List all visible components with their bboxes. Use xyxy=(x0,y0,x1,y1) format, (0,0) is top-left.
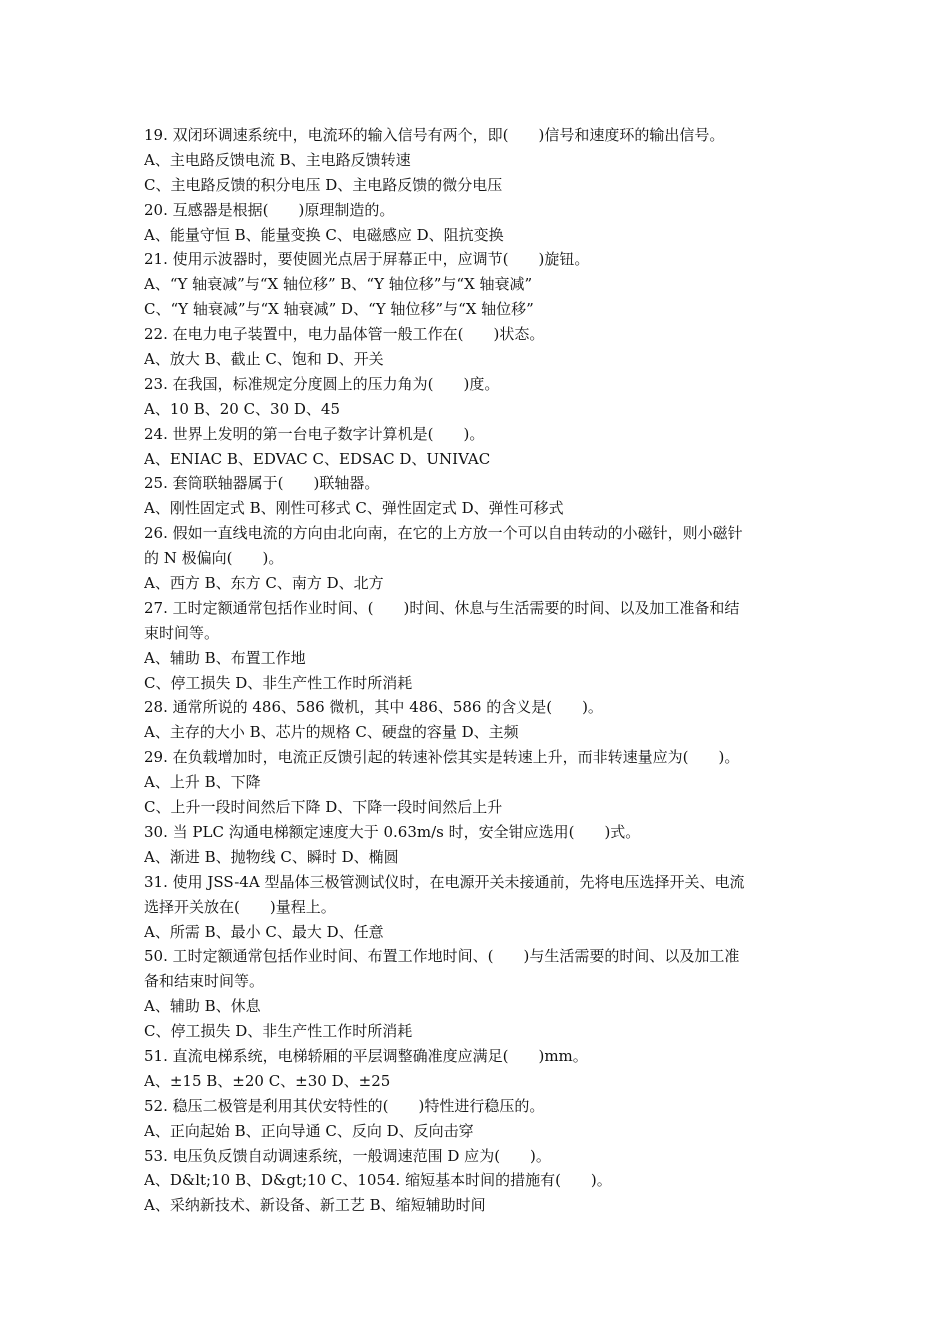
text-line: 31. 使用 JSS-4A 型晶体三极管测试仪时，在电源开关未接通前，先将电压选择开关、电流 xyxy=(144,872,745,891)
question-text-block xyxy=(144,123,810,1218)
text-line: A、辅助 B、休息 xyxy=(144,997,261,1016)
text-line: C、主电路反馈的积分电压 D、主电路反馈的微分电压 xyxy=(144,175,503,194)
text-line: A、刚性固定式 B、刚性可移式 C、弹性固定式 D、弹性可移式 xyxy=(144,499,564,518)
text-line: 28. 通常所说的 486、586 微机，其中 486、586 的含义是( )。 xyxy=(144,698,603,717)
text-line: C、停工损失 D、非生产性工作时所消耗 xyxy=(144,1022,413,1041)
text-line: 备和结束时间等。 xyxy=(144,972,265,991)
text-line: 23. 在我国，标准规定分度圆上的压力角为( )度。 xyxy=(144,374,500,393)
text-line: 27. 工时定额通常包括作业时间、( )时间、休息与生活需要的时间、以及加工准备和结 xyxy=(144,598,740,617)
text-line: A、渐进 B、抛物线 C、瞬时 D、椭圆 xyxy=(144,847,399,866)
text-line: 24. 世界上发明的第一台电子数字计算机是( )。 xyxy=(144,424,485,443)
text-line: 30. 当 PLC 沟通电梯额定速度大于 0.63m/s 时，安全钳应选用( )式。 xyxy=(144,822,641,841)
text-line: A、所需 B、最小 C、最大 D、任意 xyxy=(144,922,384,941)
text-line: A、辅助 B、布置工作地 xyxy=(144,648,306,667)
text-line: A、D&lt;10 B、D&gt;10 C、1054. 缩短基本时间的措施有( )。 xyxy=(144,1171,612,1190)
text-line: 53. 电压负反馈自动调速系统，一般调速范围 D 应为( )。 xyxy=(144,1146,551,1165)
text-line: 26. 假如一直线电流的方向由北向南，在它的上方放一个可以自由转动的小磁针，则小磁针 xyxy=(144,524,743,543)
text-line: A、ENIAC B、EDVAC C、EDSAC D、UNIVAC xyxy=(144,449,491,468)
text-line: A、正向起始 B、正向导通 C、反向 D、反向击穿 xyxy=(144,1121,474,1140)
text-line: 29. 在负载增加时，电流正反馈引起的转速补偿其实是转速上升，而非转速量应为( )。 xyxy=(144,748,740,767)
text-line: A、10 B、20 C、30 D、45 xyxy=(144,399,341,418)
text-line: 52. 稳压二极管是利用其伏安特性的( )特性进行稳压的。 xyxy=(144,1096,545,1115)
text-line: A、主存的大小 B、芯片的规格 C、硬盘的容量 D、主频 xyxy=(144,723,519,742)
text-line: C、“Y 轴衰减”与“X 轴衰减” D、“Y 轴位移”与“X 轴位移” xyxy=(144,300,534,319)
text-line: 20. 互感器是根据( )原理制造的。 xyxy=(144,200,395,219)
text-line: 21. 使用示波器时，要使圆光点居于屏幕正中，应调节( )旋钮。 xyxy=(144,250,590,269)
text-line: A、主电路反馈电流 B、主电路反馈转速 xyxy=(144,150,411,169)
text-line: 束时间等。 xyxy=(144,623,220,642)
text-line: A、能量守恒 B、能量变换 C、电磁感应 D、阻抗变换 xyxy=(144,225,504,244)
text-line: 19. 双闭环调速系统中，电流环的输入信号有两个，即( )信号和速度环的输出信号。 xyxy=(144,126,725,144)
text-line: 50. 工时定额通常包括作业时间、布置工作地时间、( )与生活需要的时间、以及加工准 xyxy=(144,947,740,966)
text-line: 选择开关放在( )量程上。 xyxy=(144,897,336,916)
text-line: 22. 在电力电子装置中，电力晶体管一般工作在( )状态。 xyxy=(144,325,545,344)
text-line: A、放大 B、截止 C、饱和 D、开关 xyxy=(144,350,384,369)
text-line: C、上升一段时间然后下降 D、下降一段时间然后上升 xyxy=(144,798,503,817)
text-line: A、±15 B、±20 C、±30 D、±25 xyxy=(144,1071,391,1090)
text-line: A、“Y 轴衰减”与“X 轴位移” B、“Y 轴位移”与“X 轴衰减” xyxy=(144,275,533,294)
text-line: C、停工损失 D、非生产性工作时所消耗 xyxy=(144,673,413,692)
text-line: A、西方 B、东方 C、南方 D、北方 xyxy=(144,574,384,593)
text-line: 51. 直流电梯系统，电梯轿厢的平层调整确准度应满足( )mm。 xyxy=(144,1046,588,1065)
text-line: A、采纳新技术、新设备、新工艺 B、缩短辅助时间 xyxy=(144,1196,486,1215)
text-line: A、上升 B、下降 xyxy=(144,773,261,792)
text-line: 的 N 极偏向( )。 xyxy=(144,549,284,568)
text-line: 25. 套筒联轴器属于( )联轴器。 xyxy=(144,474,380,493)
